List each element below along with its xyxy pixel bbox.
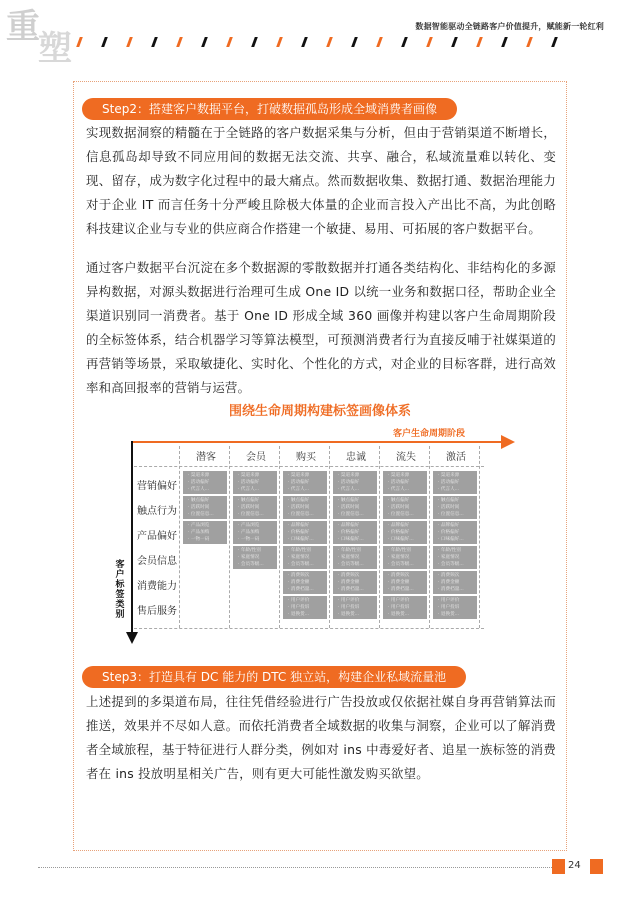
tag-cell [383,571,427,594]
decorative-slash-divider [78,37,618,51]
tag-cell-line: · 价格偏好 [438,530,460,535]
tag-cell-line: · 消费频次 [288,573,310,578]
tag-cell-line: · 价格偏好 [338,530,360,535]
tag-cell-line: · 活动偏好 [438,480,460,485]
tag-cell-line: · 会员等级... [238,562,264,567]
tag-cell-line: · 消费档量... [388,587,414,592]
slash-mark [401,37,408,47]
slash-mark [251,37,258,47]
tag-cell-line: · 品牌偏好 [288,523,310,528]
slash-mark [326,37,333,47]
tag-cell-line: · 消费档量... [288,587,314,592]
slash-mark [151,37,158,47]
tag-cell [433,546,477,569]
slash-mark [126,37,133,47]
tag-cell-line: · 触点偏好 [288,498,310,503]
tag-cell-line: · 价格偏好 [388,530,410,535]
tag-cell-line: · 用户评价 [438,598,460,603]
tag-cell-line: · 退换货... [288,612,310,617]
tag-cell-line: · 代言人... [238,487,260,492]
tag-cell-line: · 家庭情况 [338,555,360,560]
y-axis-label: 客户标签类别 [115,560,125,620]
column-header: 购买 [296,452,316,463]
tag-cell [383,596,427,619]
row-header: 会员信息 [137,556,177,567]
tag-cell-line: · 消费金额 [438,580,460,585]
slash-mark [76,37,83,47]
tag-cell [283,496,327,519]
tag-cell-line: · 消费频次 [438,573,460,578]
tag-cell [183,496,227,519]
tag-cell [283,596,327,619]
tag-cell-line: · 产品浏览 [188,523,210,528]
tag-cell-line: · 年龄/性别 [338,548,361,553]
grid-divider [134,466,484,467]
tag-cell [283,471,327,494]
tag-cell-line: · 消费金额 [388,580,410,585]
row-header: 售后服务 [137,606,177,617]
tag-cell-line: · 用户评价 [288,598,310,603]
tag-cell-line: · 活跃时间 [238,505,260,510]
tag-cell-line: · 代言人... [288,487,310,492]
tag-cell [183,471,227,494]
tag-cell-line: · 活跃时间 [338,505,360,510]
step3-title-pill: Step3：打造具有 DC 能力的 DTC 独立站，构建企业私域流量池 [82,666,466,688]
tag-cell [333,521,377,544]
tag-cell-line: · 一物一码 [238,537,260,542]
slash-mark [301,37,308,47]
row-header: 消费能力 [137,581,177,592]
tag-cell [233,546,277,569]
tag-cell-line: · 产品浏览 [238,523,260,528]
tag-cell-line: · 触点偏好 [438,498,460,503]
tag-cell-line: · 口味偏好... [388,537,414,542]
tag-cell-line: · 触点偏好 [238,498,260,503]
column-header: 激活 [446,452,466,463]
tag-cell-line: · 年龄/性别 [438,548,461,553]
tag-cell-line: · 触点偏好 [338,498,360,503]
tag-cell-line: · 退换货... [338,612,360,617]
column-header: 潜客 [196,452,216,463]
tag-cell [283,521,327,544]
tag-cell-line: · 代言人... [388,487,410,492]
slash-mark [476,37,483,47]
column-header: 忠诚 [346,452,366,463]
page-number: 24 [568,860,581,871]
tag-cell-line: · 用户投诉 [288,605,310,610]
slash-mark [101,37,108,47]
tag-cell-line: · 家庭情况 [388,555,410,560]
tag-cell [383,471,427,494]
tag-cell-line: · 活动偏好 [388,480,410,485]
tag-cell [383,521,427,544]
grid-divider [134,628,484,629]
row-header: 产品偏好 [137,531,177,542]
tag-cell-line: · 家庭情况 [288,555,310,560]
chart-title: 围绕生命周期构建标签画像体系 [228,404,411,419]
tag-cell-line: · 位置信息... [238,512,264,517]
step2-paragraph-2: 通过客户数据平台沉淀在多个数据源的零散数据并打通各类结构化、非结构化的多源异构数据，对源头数据进行治理可生成 One ID 以统一业务和数据口径，帮助企业全渠道识别同一消费者。基于 One ID 形成全域 360 画像并构建以客户生命周期阶段的全标签体系，结合机器学习等算法模型，可预测消费者行为直接反哺于社媒渠道的再营销等场景，采取敏捷化、实时化、个性化的方式，对企业的目标客群，进行高效率和高回报率的营销与运营。 [86,260,556,395]
tag-cell-line: · 产品加购 [238,530,260,535]
tag-cell-line: · 消费频次 [388,573,410,578]
tag-cell-line: · 家庭情况 [238,555,260,560]
tag-cell-line: · 代言人... [338,487,360,492]
slash-mark [451,37,458,47]
tag-cell-line: · 用户投诉 [388,605,410,610]
tag-cell [333,546,377,569]
x-axis-label: 客户生命周期阶段 [393,429,466,439]
slash-mark [176,37,183,47]
tag-cell-line: · 品牌偏好 [338,523,360,528]
y-axis-arrow-line [131,441,133,637]
grid-divider [279,446,280,628]
tag-cell [383,496,427,519]
tag-cell-line: · 口味偏好... [438,537,464,542]
tag-cell-line: · 口味偏好... [288,537,314,542]
tag-cell-line: · 产品加购 [188,530,210,535]
slash-mark [376,37,383,47]
tag-cell-line: · 代言人... [188,487,210,492]
step3-paragraph-1: 上述提到的多渠道布局，往往凭借经验进行广告投放或仅依据社媒自身再营销算法而推送，效果并不尽如人意。而依托消费者全域数据的收集与洞察，企业可以了解消费者全域旅程，基于特征进行人群分类，例如对 ins 中毒爱好者、追星一族标签的消费者在 ins 投放明星相关广告，则有更大可能性激发购买欲望。 [86,694,556,781]
slash-mark [201,37,208,47]
tag-cell-line: · 品牌偏好 [438,523,460,528]
tag-cell [183,521,227,544]
tag-cell-line: · 口味偏好... [338,537,364,542]
tag-cell-line: · 退换货... [388,612,410,617]
tag-cell-line: · 会员等级... [338,562,364,567]
grid-divider [479,446,480,628]
tag-cell [333,471,377,494]
tag-cell [433,571,477,594]
grid-divider [379,446,380,628]
tag-cell-line: · 家庭情况 [438,555,460,560]
tag-cell-line: · 活跃时间 [288,505,310,510]
tag-cell-line: · 位置信息... [188,512,214,517]
logo-char-2: 塑 [38,29,72,69]
tag-cell-line: · 触点偏好 [188,498,210,503]
tag-cell-line: · 活动偏好 [338,480,360,485]
slash-mark [526,37,533,47]
tag-cell-line: · 会员等级... [288,562,314,567]
tag-cell [433,471,477,494]
tag-cell [333,571,377,594]
tag-cell [233,471,277,494]
logo-char-1: 重 [6,7,40,47]
tag-cell-line: · 年龄/性别 [288,548,311,553]
footer-divider [38,867,552,868]
tag-cell-line: · 会员等级... [388,562,414,567]
tag-cell [233,496,277,519]
slash-mark [226,37,233,47]
tag-cell-line: · 触点偏好 [388,498,410,503]
step2-title-pill: Step2：搭建客户数据平台，打破数据孤岛形成全域消费者画像 [82,98,457,120]
tag-cell [333,496,377,519]
tag-cell-line: · 品牌偏好 [388,523,410,528]
slash-mark [426,37,433,47]
tag-cell-line: · 一物一码 [188,537,210,542]
tag-cell-line: · 用户投诉 [338,605,360,610]
slash-mark [276,37,283,47]
tag-cell-line: · 渠道来源 [188,473,210,478]
tag-cell [433,596,477,619]
tag-cell-line: · 价格偏好 [288,530,310,535]
tag-cell-line: · 年龄/性别 [388,548,411,553]
tag-cell-line: · 渠道来源 [238,473,260,478]
tag-cell-line: · 用户评价 [388,598,410,603]
tag-cell-line: · 消费档量... [438,587,464,592]
tag-cell-line: · 渠道来源 [388,473,410,478]
tag-cell-line: · 活跃时间 [188,505,210,510]
row-header: 营销偏好 [137,481,177,492]
step2-paragraph-1: 实现数据洞察的精髓在于全链路的客户数据采集与分析，但由于营销渠道不断增长，信息孤岛却导致不同应用间的数据无法交流、共享、融合，私域流量难以转化、变现、留存，成为数字化过程中的最大痛点。然而数据收集、数据打通、数据治理能力对于企业 IT 而言任务十分严峻且除极大体量的企业而言投入产出比不高，为此创略科技建议企业与专业的供应商合作搭建一个敏捷、易用、可拓展的客户数据平台。 [86,125,556,236]
tag-cell-line: · 渠道来源 [338,473,360,478]
page-marker-left [552,859,565,874]
tag-cell-line: · 活跃时间 [438,505,460,510]
arrow-down-icon [126,632,138,644]
arrow-right-icon [501,435,515,449]
tag-cell [283,571,327,594]
grid-divider [429,446,430,628]
slash-mark [501,37,508,47]
page-marker-right [590,859,603,874]
column-header: 会员 [246,452,266,463]
column-header: 流失 [396,452,416,463]
tag-cell [233,521,277,544]
tag-cell-line: · 会员等级... [438,562,464,567]
tag-cell-line: · 渠道来源 [288,473,310,478]
brand-logo [6,7,76,70]
tag-cell-line: · 年龄/性别 [238,548,261,553]
tag-cell [333,596,377,619]
grid-divider [229,446,230,628]
tag-cell-line: · 位置信息... [288,512,314,517]
tag-cell-line: · 活动偏好 [188,480,210,485]
tag-cell-line: · 活跃时间 [388,505,410,510]
tag-cell-line: · 用户投诉 [438,605,460,610]
grid-divider [329,446,330,628]
tag-cell-line: · 消费金额 [288,580,310,585]
tag-cell-line: · 位置信息... [338,512,364,517]
tag-cell-line: · 代言人... [438,487,460,492]
tag-cell-line: · 活动偏好 [238,480,260,485]
tag-cell-line: · 退换货... [438,612,460,617]
slash-mark [551,37,558,47]
slash-mark [351,37,358,47]
x-axis-arrow-line [132,441,504,443]
tag-cell-line: · 消费档量... [338,587,364,592]
tag-cell [383,546,427,569]
tag-cell [433,496,477,519]
tag-cell-line: · 渠道来源 [438,473,460,478]
tag-cell-line: · 位置信息... [438,512,464,517]
tag-cell [433,521,477,544]
tag-cell-line: · 用户评价 [338,598,360,603]
tag-cell [283,546,327,569]
tag-cell-line: · 消费频次 [338,573,360,578]
tag-cell-line: · 活动偏好 [288,480,310,485]
header-tagline: 数据智能驱动全链路客户价值提升，赋能新一轮红利 [415,22,604,31]
row-header: 触点行为 [137,506,177,517]
tag-cell-line: · 位置信息... [388,512,414,517]
tag-cell-line: · 消费金额 [338,580,360,585]
